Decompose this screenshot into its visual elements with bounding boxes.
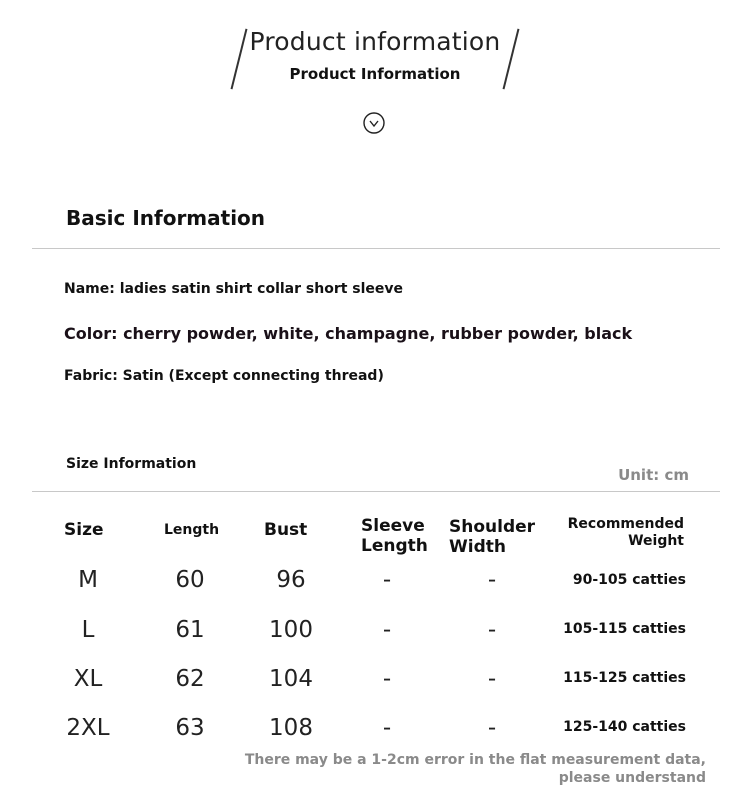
measurement-note: There may be a 1-2cm error in the flat measurement data, please understand [244,752,706,786]
cell-shoulder: - [487,715,497,741]
cell-sleeve: - [382,715,392,741]
header-title: Product information [249,27,501,56]
header-bust: Bust [264,520,308,540]
cell-bust: 100 [269,617,313,643]
header-shoulder-line2: Width [449,537,506,558]
cell-length: 61 [175,617,205,643]
divider [32,491,720,492]
header-shoulder-line1: Shoulder [449,517,536,537]
cell-length: 63 [175,715,205,741]
header-size: Size [64,520,104,540]
cell-shoulder: - [487,567,497,593]
cell-length: 60 [175,567,205,593]
header-sleeve-line1: Sleeve [361,516,425,536]
size-information-title: Size Information [66,456,197,472]
cell-sleeve: - [382,617,392,643]
header-weight-line2: Weight [628,532,684,549]
cell-shoulder: - [487,617,497,643]
cell-size: M [78,567,98,593]
header-sleeve-line2: Length [361,536,428,557]
divider [32,248,720,249]
cell-size: XL [73,666,103,692]
header-shoulder-width [449,517,535,558]
header-weight-line1: Recommended [567,516,684,532]
header-sleeve-length [361,516,428,557]
cell-length: 62 [175,666,205,692]
unit-label: Unit: cm [618,466,689,484]
cell-bust: 108 [269,715,313,741]
cell-shoulder: - [487,666,497,692]
cell-size: 2XL [66,715,110,741]
cell-weight: 105-115 catties [563,621,686,637]
header-recommended-weight [560,516,684,550]
cell-weight: 90-105 catties [572,572,686,588]
product-colors: Color: cherry powder, white, champagne, rubber powder, black [64,324,633,343]
cell-weight: 125-140 catties [563,719,686,735]
product-fabric: Fabric: Satin (Except connecting thread) [64,368,384,384]
cell-bust: 96 [276,567,306,593]
header-subtitle: Product Information [289,65,461,83]
cell-size: L [81,617,95,643]
header-length: Length [164,522,220,538]
cell-weight: 115-125 catties [563,670,686,686]
chevron-down-circle-icon [363,112,385,134]
cell-sleeve: - [382,666,392,692]
cell-sleeve: - [382,567,392,593]
product-name: Name: ladies satin shirt collar short sleeve [64,281,404,297]
basic-information-title: Basic Information [66,206,266,230]
cell-bust: 104 [269,666,313,692]
